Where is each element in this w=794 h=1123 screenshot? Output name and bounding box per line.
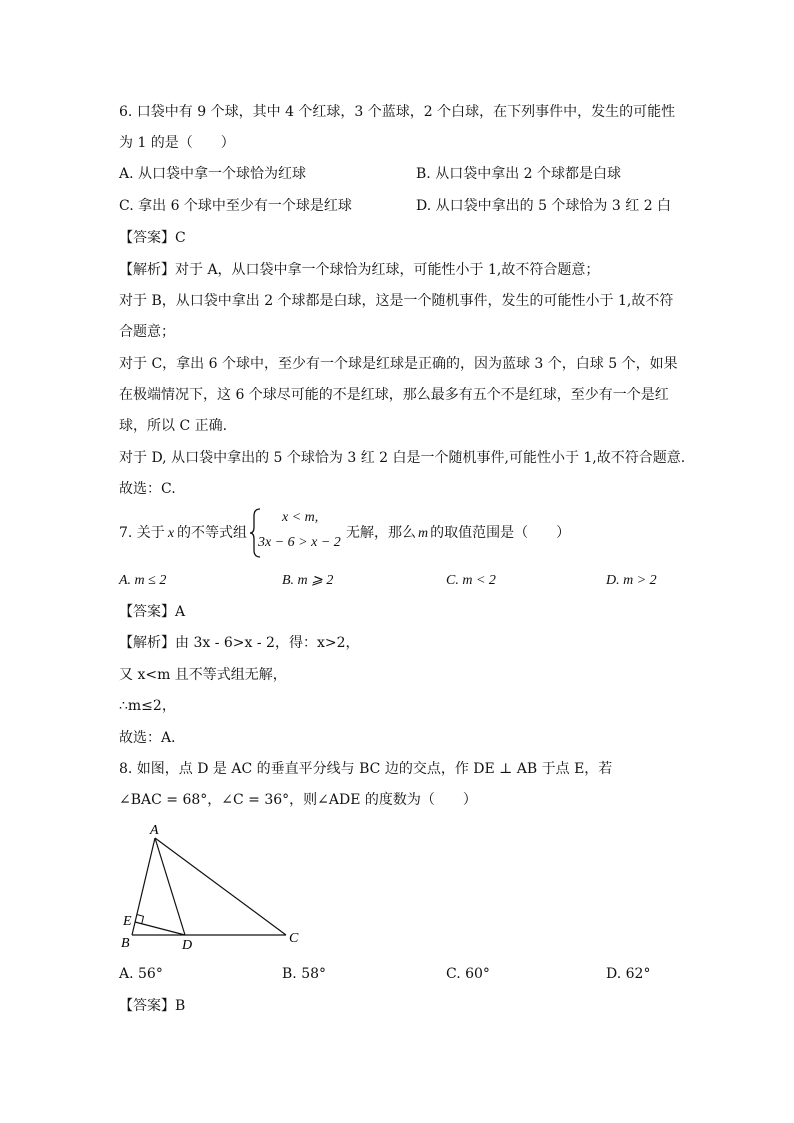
q6-analysis-line: 球，所以 C 正确. [119, 418, 228, 434]
q7-option-b: B. m ⩾ 2 [282, 573, 334, 588]
segment-ac [155, 838, 286, 935]
q6-analysis-line: 对于 D, 从口袋中拿出的 5 个球恰为 3 红 2 白是一个随机事件,可能性小于 1,故不符合题意. [119, 450, 686, 466]
q6-stem-line1: 6. 口袋中有 9 个球，其中 4 个红球，3 个蓝球，2 个白球，在下列事件中，发生的可能性 [119, 104, 676, 120]
q7-option-a: A. m ≤ 2 [119, 573, 167, 588]
q7-inequality-2: 3x − 6 > x − 2 [258, 535, 341, 550]
q8-option-b: B. 58° [282, 966, 327, 982]
triangle-figure [110, 815, 310, 955]
q6-analysis-line: 对于 C，拿出 6 个球中，至少有一个球是红球是正确的，因为蓝球 3 个，白球 5 个，如果 [119, 356, 678, 372]
q6-analysis-line: 合题意； [119, 324, 175, 340]
segment-de [135, 922, 185, 935]
q6-option-d: D. 从口袋中拿出的 5 个球恰为 3 红 2 白 [416, 198, 672, 214]
q7-option-d: D. m > 2 [606, 573, 657, 588]
segment-ab [132, 838, 155, 935]
q7-inequality-1: x < m, [282, 510, 319, 525]
q7-analysis-line: 又 x<m 且不等式组无解， [119, 667, 287, 683]
segment-ad [155, 838, 185, 935]
q8-option-c: C. 60° [446, 966, 490, 982]
label-d: D [182, 938, 193, 953]
q8-option-d: D. 62° [606, 966, 651, 982]
q6-answer: 【答案】C [119, 230, 186, 246]
q6-stem-line2: 为 1 的是（ ） [119, 135, 235, 151]
q7-analysis-line: ∴m≤2， [119, 698, 176, 714]
q6-analysis-line: 【解析】对于 A，从口袋中拿一个球恰为红球，可能性小于 1,故不符合题意； [119, 262, 600, 278]
label-a: A [150, 823, 159, 838]
q6-option-c: C. 拿出 6 个球中至少有一个球是红球 [119, 198, 352, 214]
label-e: E [123, 914, 132, 929]
q6-option-a: A. 从口袋中拿一个球恰为红球 [119, 166, 307, 182]
q7-inequality-system [250, 508, 350, 558]
label-b: B [121, 936, 130, 951]
q6-analysis-line: 对于 B，从口袋中拿出 2 个球都是白球，这是一个随机事件，发生的可能性小于 1,故不符 [119, 293, 674, 309]
q8-stem-line2: ∠BAC = 68°，∠C = 36°，则∠ADE 的度数为（ ） [119, 792, 477, 808]
q6-analysis-line: 在极端情况下，这 6 个球尽可能的不是红球，那么最多有五个不是红球，至少有一个是红 [119, 387, 669, 403]
q7-answer: 【答案】A [119, 604, 186, 620]
q8-answer: 【答案】B [119, 998, 186, 1014]
q7-analysis-line: 故选：A． [119, 730, 186, 746]
q7-stem-suffix: 无解，那么 m 的取值范围是（ ） [346, 525, 571, 541]
q8-stem-line1: 8. 如图，点 D 是 AC 的垂直平分线与 BC 边的交点，作 DE ⊥ AB 于点 E，若 [119, 761, 613, 777]
q6-option-b: B. 从口袋中拿出 2 个球都是白球 [416, 166, 621, 182]
q7-analysis-line: 【解析】由 3x - 6>x - 2，得：x>2， [119, 635, 360, 651]
q6-analysis-line: 故选：C. [119, 481, 176, 497]
q8-option-a: A. 56° [119, 966, 163, 982]
label-c: C [289, 931, 299, 946]
q7-option-c: C. m < 2 [446, 573, 496, 588]
q7-stem-prefix: 7. 关于 x 的不等式组 [119, 525, 248, 541]
